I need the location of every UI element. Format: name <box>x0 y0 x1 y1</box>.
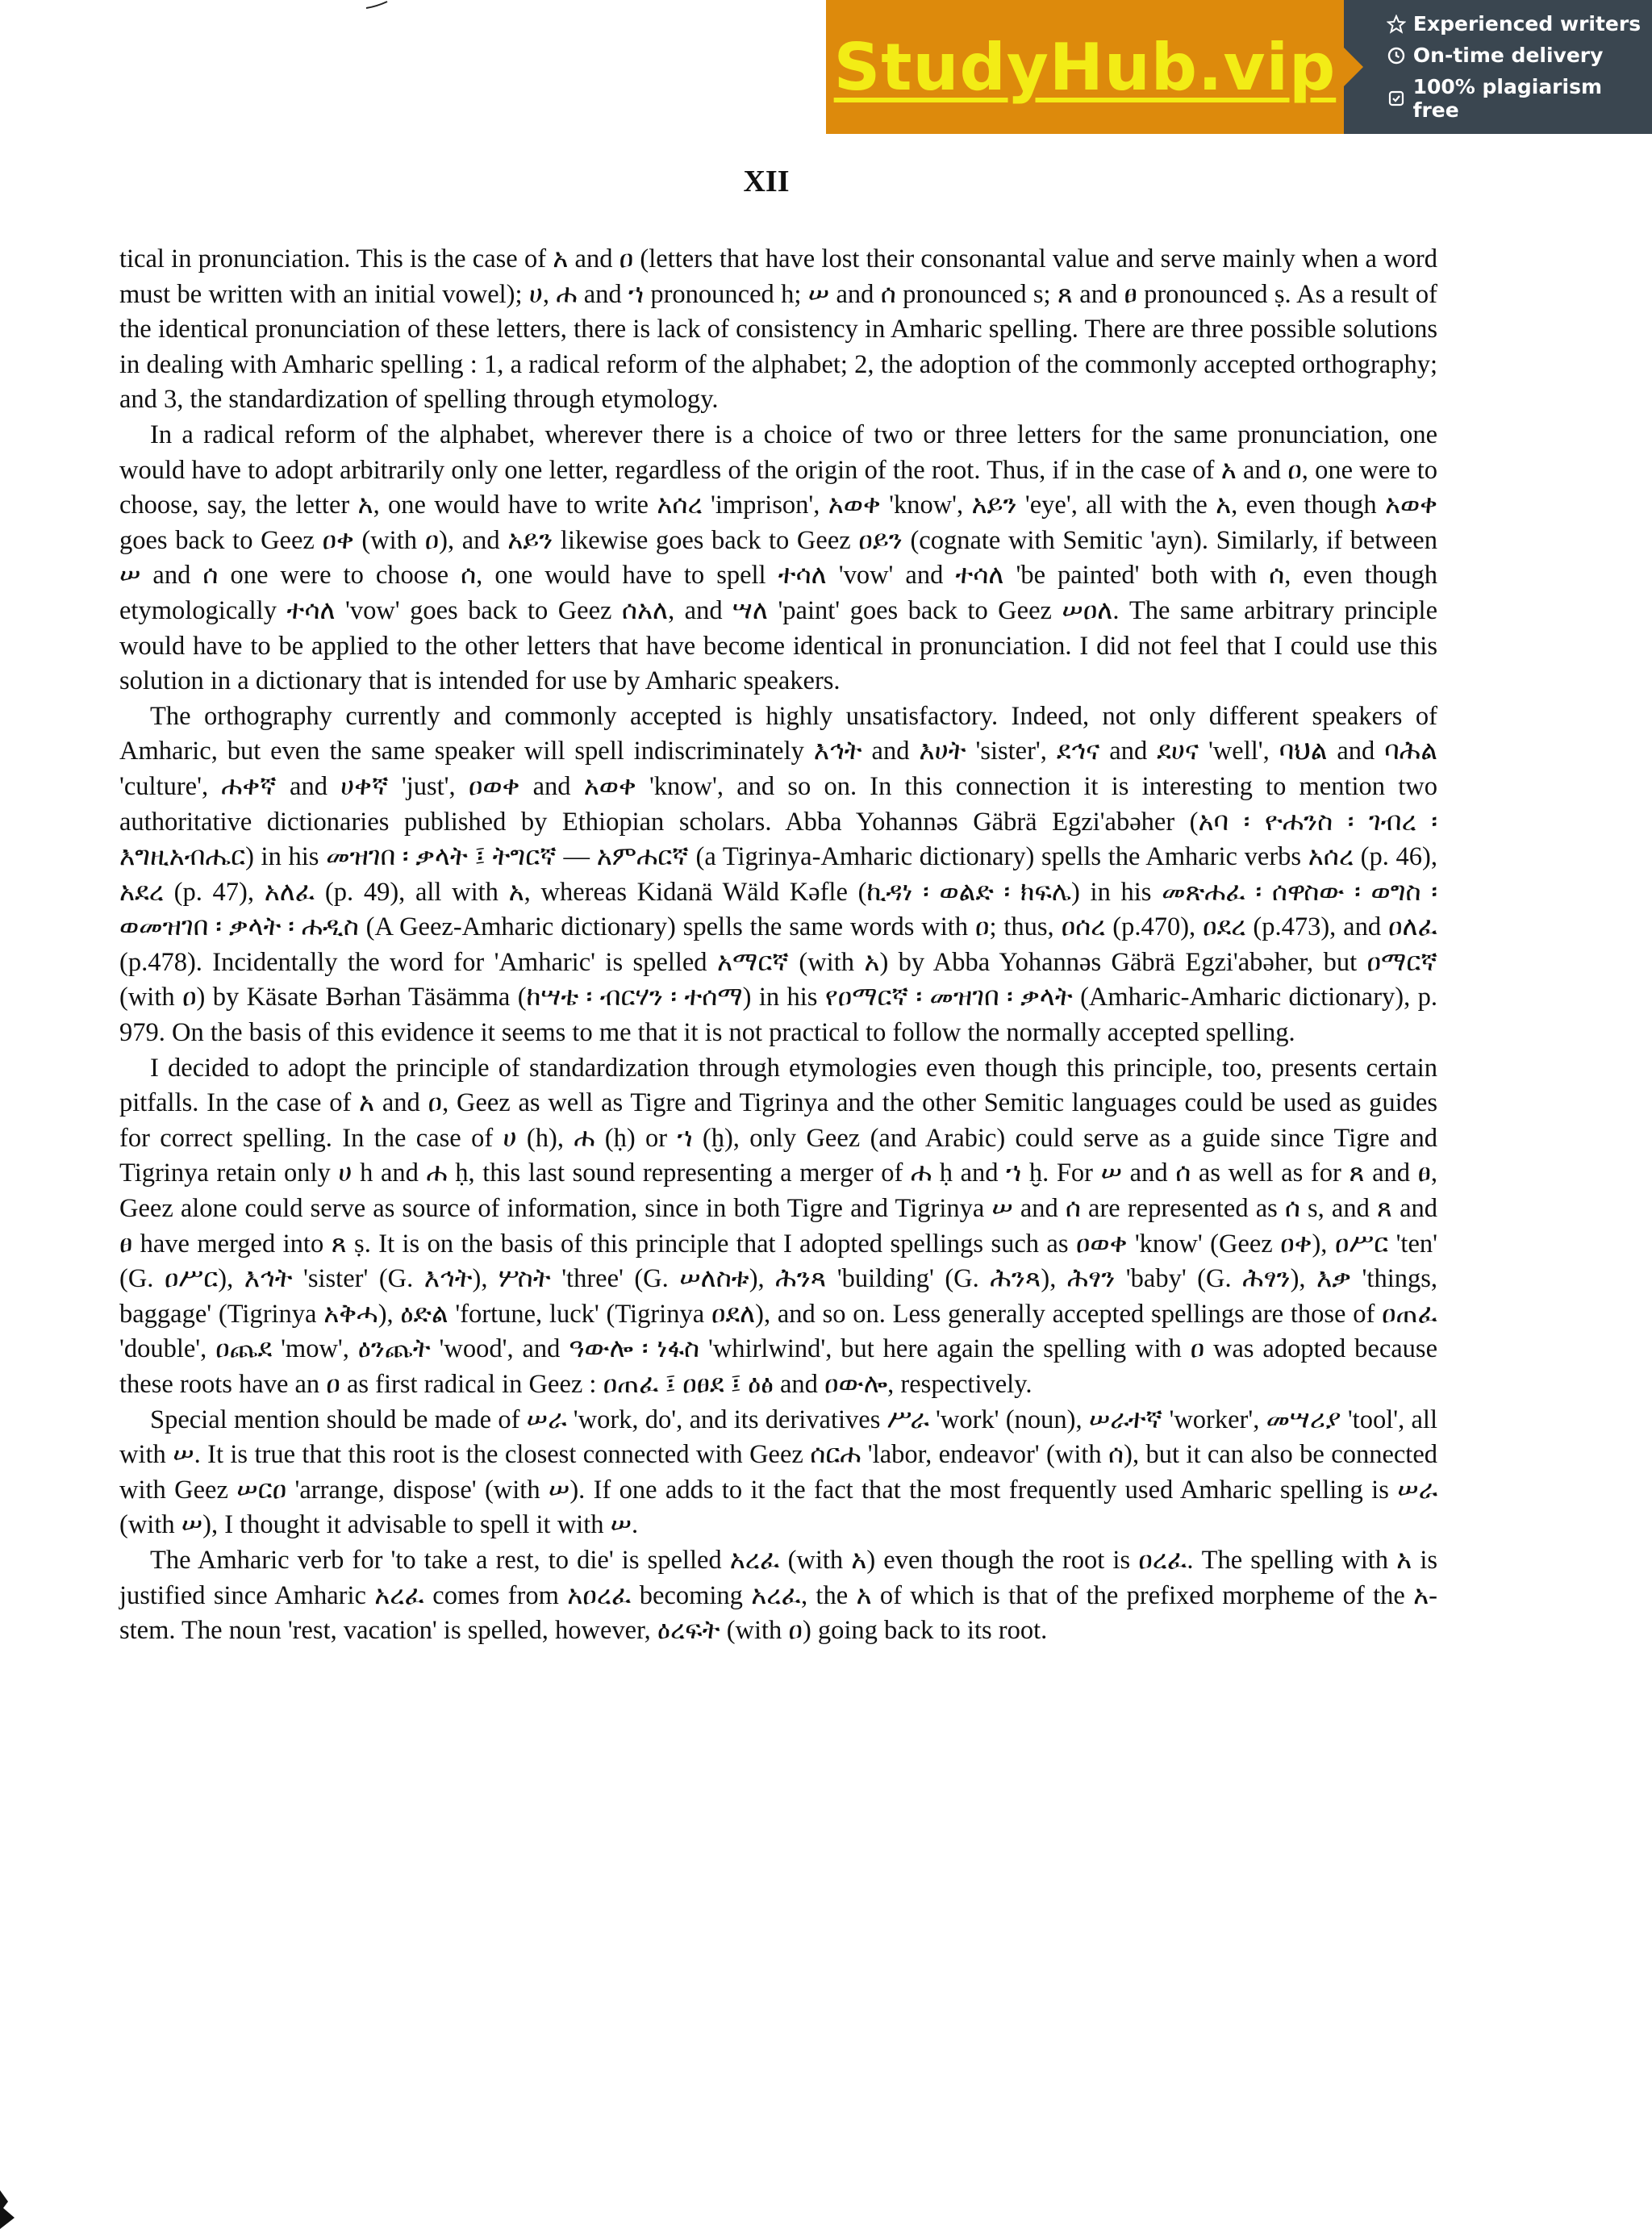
page-number: XII <box>743 165 790 198</box>
brand-logo-box[interactable] <box>826 0 1344 134</box>
feature-label: 100% plagiarism free <box>1412 75 1603 122</box>
brand-logo[interactable]: StudyHub.vip <box>833 29 1337 105</box>
scan-mark-icon <box>365 0 389 10</box>
paragraph: The orthography currently and commonly accepted is highly unsatisfactory. Indeed, not only different speakers of Amharic, but even the same speaker will spell indiscriminately እኅት and እሀት 'sister', ደኅና and ደሀና 'well', ባህል and ባሕል 'culture', ሐቀኛ and ሀቀኛ 'just', ዐወቀ and አወቀ 'know', and so on. In this connection it is interesting to mention two authoritative dictionaries published by Ethiopian scholars. Abba Yohannəs Gäbrä Egzi'abəher (አባ ፡ ዮሐንስ ፡ ገብረ ፡ እግዚአብሔር) in his መዝገበ ፡ ቃላት ፤ ትግርኛ — አምሐርኛ (a Tigrinya-Amharic dictionary) spells the Amharic verbs አሰረ (p. 46), አደረ (p. 47), አለፈ (p. 49), all with አ, whereas Kidanä Wäld Kəfle (ኪዳነ ፡ ወልድ ፡ ክፍሌ) in his መጽሐፈ ፡ ሰዋስው ፡ ወግስ ፡ ወመዝገበ ፡ ቃላት ፡ ሐዲስ (A Geez-Amharic dictionary) spells the same words with ዐ; thus, ዐሰረ (p.470), ዐደረ (p.473), and ዐለፈ (p.478). Incidentally the word for 'Amharic' is spelled አማርኛ (with አ) by Abba Yohannəs Gäbrä Egzi'abəher, but ዐማርኛ (with ዐ) by Käsate Bərhan Täsämma (ከሣቴ ፡ ብርሃን ፡ ተሰማ) in his የዐማርኛ ፡ መዝገበ ፡ ቃላት (Amharic-Amharic dictionary), p. 979. On the basis of this evidence it seems to me that it is not practical to follow the normally accepted spelling. <box>119 701 1437 1048</box>
feature-item <box>1386 44 1652 67</box>
feature-item <box>1386 75 1652 122</box>
feature-label: On-time delivery <box>1412 44 1604 67</box>
star-icon <box>1386 14 1407 35</box>
feature-list <box>1386 12 1652 122</box>
paragraph: I decided to adopt the principle of standardization through etymologies even though this principle, too, presents certain pitfalls. In the case of አ and ዐ, Geez as well as Tigre and Tigrinya and the other Semitic languages could be used as guides for correct spelling. In the case of ሀ (h), ሐ (ḥ) or ኀ (ḫ), only Geez (and Arabic) could serve as a guide since Tigre and Tigrinya retain only ሀ h and ሐ ḥ, this last sound representing a merger of ሐ ḥ and ኀ ḫ. For ሠ and ሰ as well as for ጸ and ፀ, Geez alone could serve as source of information, since in both Tigre and Tigrinya ሠ and ሰ are represented as ሰ s, and ጸ and ፀ have merged into ጸ ṣ. It is on the basis of this principle that I adopted spellings such as ዐወቀ 'know' (Geez ዐቀ), ዐሥር 'ten' (G. ዐሥር), እኅት 'sister' (G. እኅት), ሦስት 'three' (G. ሠለስቱ), ሕንጻ 'building' (G. ሕንጻ), ሕፃን 'baby' (G. ሕፃን), እቃ 'things, baggage' (Tigrinya አቅሓ), ዕድል 'fortune, luck' (Tigrinya ዐደለ), and so on. Less generally accepted spellings are those of ዐጠፈ 'double', ዐጨደ 'mow', ዕንጨት 'wood', and ዓውሎ ፡ ነፋስ 'whirlwind', but here again the spelling with ዐ was adopted because these roots have an ዐ as first radical in Geez : ዐጠፈ ፤ ዐፀደ ፤ ዕፅ and ዐውሎ, respectively. <box>119 1053 1437 1399</box>
feature-label: Experienced writers <box>1412 12 1642 35</box>
paragraph: tical in pronunciation. This is the case of አ and ዐ (letters that have lost their consonantal value and serve mainly when a word must be written with an initial vowel); ሀ, ሐ and ኀ pronounced h; ሠ and ሰ pronounced s; ጸ and ፀ pronounced ṣ. As a result of the identical pronunciation of these letters, there is lack of consistency in Amharic spelling. There are three possible solutions in dealing with Amharic spelling : 1, a radical reform of the alphabet; 2, the adoption of the commonly accepted orthography; and 3, the standardization of spelling through etymology. <box>119 244 1437 415</box>
paragraph: In a radical reform of the alphabet, wherever there is a choice of two or three letters for the same pronunciation, one would have to adopt arbitrarily only one letter, regardless of the origin of the root. Thus, if in the case of አ and ዐ, one were to choose, say, the letter አ, one would have to write አሰረ 'imprison', አወቀ 'know', አይን 'eye', all with the አ, even though አወቀ goes back to Geez ዐቀ (with ዐ), and አይን likewise goes back to Geez ዐይን (cognate with Semitic 'ayn). Similarly, if between ሠ and ሰ one were to choose ሰ, one would have to spell ተሳለ 'vow' and ተሳለ 'be painted' both with ሰ, even though etymologically ተሳለ 'vow' goes back to Geez ሰአለ, and ሣለ 'paint' goes back to Geez ሠዐለ. The same arbitrary principle would have to be applied to the other letters that have become identical in pronunciation. I did not feel that I could use this solution in a dictionary that is intended for use by Amharic speakers. <box>119 420 1437 696</box>
body-text <box>119 242 1437 1649</box>
shield-icon <box>1386 88 1407 109</box>
feature-item <box>1386 12 1652 35</box>
clock-icon <box>1386 45 1407 66</box>
scan-edge-mark-icon <box>0 2190 21 2229</box>
promo-banner[interactable] <box>826 0 1652 134</box>
paragraph: Special mention should be made of ሠራ 'work, do', and its derivatives ሥራ 'work' (noun), ሠራተኛ 'worker', መሣሪያ 'tool', all with ሠ. It is true that this root is the closest connected with Geez ሰርሐ 'labor, endeavor' (with ሰ), but it can also be connected with Geez ሠርዐ 'arrange, dispose' (with ሠ). If one adds to it the fact that the most frequently used Amharic spelling is ሠራ (with ሠ), I thought it advisable to spell it with ሠ. <box>119 1405 1437 1540</box>
paragraph: The Amharic verb for 'to take a rest, to die' is spelled አረፈ (with አ) even though the root is ዐረፈ. The spelling with አ is justified since Amharic አረፈ comes from አዐረፈ becoming አረፈ, the አ of which is that of the prefixed morpheme of the አ-stem. The noun 'rest, vacation' is spelled, however, ዕረፍት (with ዐ) going back to its root. <box>119 1545 1437 1646</box>
